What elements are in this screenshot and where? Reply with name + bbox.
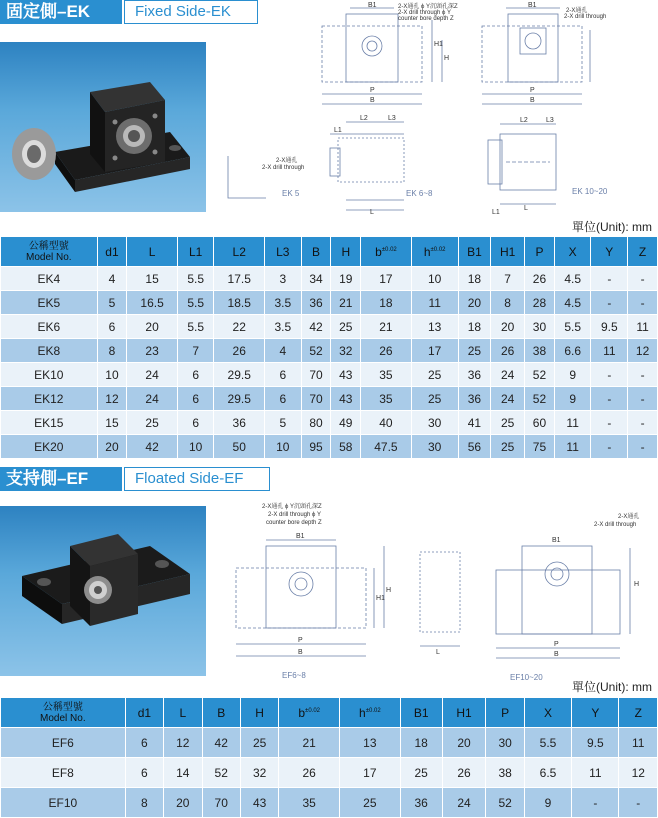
ek-hole-label-cn: 2-X通孔 ϕ Y沉頭孔深Z [398, 4, 458, 10]
ef-col-header-12: Z [619, 698, 658, 728]
value-cell: 42 [301, 315, 331, 339]
table-row [1, 291, 658, 315]
value-cell: 24 [491, 387, 525, 411]
value-cell: 16.5 [127, 291, 178, 315]
value-cell: 70 [202, 788, 240, 818]
value-cell: 23 [127, 339, 178, 363]
value-cell: 18 [458, 315, 491, 339]
ek-col-header-9: $h^{\pm 0.02}$ [411, 237, 458, 267]
ek-header-row [1, 237, 658, 267]
value-cell: 28 [525, 291, 555, 315]
ek-hole2-label-cn-2: 2-X通孔 [276, 158, 298, 164]
ek-hole2-label-en-2: 2-X drill through [262, 165, 305, 171]
ek-col-header-5: L3 [264, 237, 301, 267]
value-cell: 60 [525, 411, 555, 435]
ek-technical-drawings [210, 0, 658, 232]
model-cell: EF8 [1, 758, 126, 788]
value-cell: 5 [97, 291, 127, 315]
value-cell: 26 [279, 758, 340, 788]
value-cell: 21 [279, 728, 340, 758]
value-cell: 29.5 [214, 387, 265, 411]
table-row [1, 411, 658, 435]
model-cell: EK10 [1, 363, 98, 387]
value-cell: 7 [491, 267, 525, 291]
value-cell: 25 [240, 728, 278, 758]
ef-dim-p: P [298, 637, 303, 644]
value-cell: 24 [442, 788, 486, 818]
value-cell: 30 [525, 315, 555, 339]
value-cell: 35 [361, 387, 412, 411]
value-cell: 6 [97, 315, 127, 339]
ek-hole-label-en1: 2-X drill through ϕ Y [398, 10, 452, 16]
value-cell: - [572, 788, 619, 818]
ek-title-cn: 固定側–EK [0, 0, 122, 24]
value-cell: 6.5 [524, 758, 571, 788]
value-cell: - [628, 435, 658, 459]
model-cell: EF6 [1, 728, 126, 758]
value-cell: 18 [361, 291, 412, 315]
ef-hole-label-cn: 2-X通孔 ϕ Y沉頭孔深Z [262, 504, 322, 510]
value-cell: 10 [97, 363, 127, 387]
ef-col-header-8: H1 [442, 698, 486, 728]
value-cell: 8 [125, 788, 163, 818]
table-row [1, 315, 658, 339]
value-cell: 52 [525, 363, 555, 387]
ef-product-photo [0, 506, 206, 676]
table-row [1, 363, 658, 387]
ef-title-cn: 支持側–EF [0, 467, 122, 491]
value-cell: 56 [458, 435, 491, 459]
value-cell: 38 [486, 758, 524, 788]
value-cell: 20 [442, 728, 486, 758]
ef-title-en: Floated Side-EF [124, 467, 270, 491]
value-cell: 29.5 [214, 363, 265, 387]
ef-col-header-7: B1 [400, 698, 442, 728]
value-cell: 25 [331, 315, 361, 339]
value-cell: 52 [301, 339, 331, 363]
value-cell: 17.5 [214, 267, 265, 291]
value-cell: - [591, 267, 628, 291]
ef-spec-table [0, 697, 658, 818]
value-cell: 25 [491, 435, 525, 459]
value-cell: 20 [164, 788, 202, 818]
value-cell: 49 [331, 411, 361, 435]
value-cell: 42 [202, 728, 240, 758]
value-cell: 14 [164, 758, 202, 788]
value-cell: - [628, 411, 658, 435]
value-cell: 15 [127, 267, 178, 291]
ek-col-header-14: Y [591, 237, 628, 267]
ef-header-row [1, 698, 658, 728]
ef-dim-b-2: B [554, 651, 559, 658]
value-cell: 19 [331, 267, 361, 291]
value-cell: 3 [264, 267, 301, 291]
ek-col-header-1: d1 [97, 237, 127, 267]
value-cell: 20 [127, 315, 178, 339]
value-cell: 18 [458, 267, 491, 291]
ek-product-photo [0, 42, 206, 212]
ek1020-caption: EK 10~20 [572, 187, 608, 196]
ek-dim-l3: L3 [388, 115, 396, 122]
ek-dim-b1: B1 [368, 2, 377, 9]
value-cell: 11 [554, 435, 591, 459]
ek-dim-h: H [444, 55, 450, 62]
value-cell: 4.5 [554, 291, 591, 315]
value-cell: 11 [591, 339, 628, 363]
value-cell: 36 [458, 387, 491, 411]
value-cell: - [591, 387, 628, 411]
ef-col-header-1: d1 [125, 698, 163, 728]
value-cell: 30 [411, 411, 458, 435]
value-cell: 10 [264, 435, 301, 459]
value-cell: 6 [177, 387, 214, 411]
ek68-caption: EK 6~8 [406, 189, 433, 198]
ek-dim-h1: H1 [434, 41, 443, 48]
ef-dim-b: B [298, 649, 303, 656]
ek-dim-l: L [370, 209, 374, 216]
value-cell: 4 [97, 267, 127, 291]
ek-dim-l3-2: L3 [546, 117, 554, 124]
ek-dim-l1: L1 [334, 127, 342, 134]
value-cell: 52 [486, 788, 524, 818]
value-cell: 21 [361, 315, 412, 339]
ek-col-header-10: B1 [458, 237, 491, 267]
value-cell: 6 [125, 758, 163, 788]
ek-dim-p: P [370, 87, 375, 94]
value-cell: 7 [177, 339, 214, 363]
ek-col-header-2: L [127, 237, 178, 267]
ef-hole-label-en2: counter bore depth Z [266, 520, 322, 526]
value-cell: 36 [400, 788, 442, 818]
ef-section-header [0, 467, 658, 491]
value-cell: 26 [442, 758, 486, 788]
value-cell: 13 [340, 728, 401, 758]
value-cell: 5 [264, 411, 301, 435]
value-cell: 5.5 [177, 315, 214, 339]
value-cell: 3.5 [264, 315, 301, 339]
value-cell: 6 [264, 387, 301, 411]
value-cell: 9 [524, 788, 571, 818]
ef-unit-label: 單位(Unit): mm [572, 680, 652, 694]
value-cell: 20 [97, 435, 127, 459]
value-cell: 15 [97, 411, 127, 435]
model-cell: EK12 [1, 387, 98, 411]
ef68-caption: EF6~8 [282, 671, 306, 680]
value-cell: 75 [525, 435, 555, 459]
value-cell: 36 [301, 291, 331, 315]
value-cell: 12 [628, 339, 658, 363]
ek-spec-table [0, 236, 658, 459]
ek-hole2-label-cn: 2-X通孔 [566, 8, 588, 14]
ek-dim-b1-2: B1 [528, 2, 537, 9]
value-cell: 24 [491, 363, 525, 387]
ek-unit-label: 單位(Unit): mm [572, 220, 652, 234]
table-row [1, 267, 658, 291]
value-cell: 35 [361, 363, 412, 387]
value-cell: 26 [214, 339, 265, 363]
table-row [1, 728, 658, 758]
value-cell: 26 [361, 339, 412, 363]
value-cell: 20 [458, 291, 491, 315]
model-cell: EF10 [1, 788, 126, 818]
ef-dim-h1: H1 [376, 595, 385, 602]
value-cell: 80 [301, 411, 331, 435]
value-cell: - [628, 387, 658, 411]
ef-col-header-4: H [240, 698, 278, 728]
value-cell: 25 [411, 363, 458, 387]
ek-dim-l1-2: L1 [492, 209, 500, 216]
value-cell: 9.5 [591, 315, 628, 339]
ef-hole2-label-cn: 2-X通孔 [618, 514, 640, 520]
model-cell: EK6 [1, 315, 98, 339]
ek-col-header-8: $b^{\pm 0.02}$ [361, 237, 412, 267]
value-cell: 50 [214, 435, 265, 459]
ek-dim-l2-2: L2 [520, 117, 528, 124]
value-cell: - [591, 363, 628, 387]
value-cell: 11 [411, 291, 458, 315]
value-cell: 22 [214, 315, 265, 339]
ef-dim-b1-2: B1 [552, 537, 561, 544]
ef1020-caption: EF10~20 [510, 673, 543, 682]
value-cell: 4 [264, 339, 301, 363]
value-cell: 52 [525, 387, 555, 411]
ef-hole-label-en1: 2-X drill through ϕ Y [268, 512, 322, 518]
value-cell: 6 [125, 728, 163, 758]
value-cell: - [628, 267, 658, 291]
value-cell: 24 [127, 387, 178, 411]
ef-dim-b1: B1 [296, 533, 305, 540]
ek-title-en: Fixed Side-EK [124, 0, 258, 24]
model-cell: EK20 [1, 435, 98, 459]
value-cell: 25 [458, 339, 491, 363]
value-cell: 20 [491, 315, 525, 339]
model-cell: EK5 [1, 291, 98, 315]
value-cell: 58 [331, 435, 361, 459]
value-cell: 6.6 [554, 339, 591, 363]
value-cell: 26 [491, 339, 525, 363]
ek-col-header-7: H [331, 237, 361, 267]
value-cell: 38 [525, 339, 555, 363]
ek-col-header-13: X [554, 237, 591, 267]
ef-col-header-3: B [202, 698, 240, 728]
ek-col-header-4: L2 [214, 237, 265, 267]
ek-col-header-11: H1 [491, 237, 525, 267]
ef-col-header-6: $h^{\pm 0.02}$ [340, 698, 401, 728]
value-cell: 52 [202, 758, 240, 788]
value-cell: 6 [177, 411, 214, 435]
value-cell: 17 [411, 339, 458, 363]
value-cell: 5.5 [177, 291, 214, 315]
value-cell: 3.5 [264, 291, 301, 315]
ek-col-header-6: B [301, 237, 331, 267]
ek-col-header-0: 公稱型號 Model No. [1, 237, 98, 267]
value-cell: 12 [619, 758, 658, 788]
value-cell: - [619, 788, 658, 818]
ef-col-header-0: 公稱型號 Model No. [1, 698, 126, 728]
table-row [1, 758, 658, 788]
value-cell: 8 [97, 339, 127, 363]
value-cell: 70 [301, 387, 331, 411]
value-cell: 9 [554, 363, 591, 387]
value-cell: 25 [127, 411, 178, 435]
value-cell: 5.5 [177, 267, 214, 291]
ek-col-header-12: P [525, 237, 555, 267]
value-cell: 9 [554, 387, 591, 411]
ef-col-header-2: L [164, 698, 202, 728]
value-cell: 8 [491, 291, 525, 315]
table-row [1, 435, 658, 459]
value-cell: 30 [411, 435, 458, 459]
value-cell: 32 [240, 758, 278, 788]
ef-dim-l: L [436, 649, 440, 656]
ef-dim-h: H [386, 587, 392, 594]
value-cell: 10 [177, 435, 214, 459]
value-cell: 18.5 [214, 291, 265, 315]
ek-hole2-label-en: 2-X drill through [564, 14, 607, 20]
ek-hole-label-en2: counter bore depth Z [398, 16, 454, 22]
ef-technical-drawings [210, 496, 658, 696]
value-cell: 43 [240, 788, 278, 818]
value-cell: 41 [458, 411, 491, 435]
value-cell: 11 [572, 758, 619, 788]
value-cell: 36 [458, 363, 491, 387]
ef-dim-p-2: P [554, 641, 559, 648]
ek-col-header-3: L1 [177, 237, 214, 267]
value-cell: 25 [400, 758, 442, 788]
value-cell: 42 [127, 435, 178, 459]
table-row [1, 387, 658, 411]
value-cell: 47.5 [361, 435, 412, 459]
ek-dim-p-2: P [530, 87, 535, 94]
ek-dim-b-2: B [530, 97, 535, 104]
value-cell: 9.5 [572, 728, 619, 758]
value-cell: 6 [264, 363, 301, 387]
ef-col-header-10: X [524, 698, 571, 728]
value-cell: 13 [411, 315, 458, 339]
value-cell: 11 [554, 411, 591, 435]
model-cell: EK8 [1, 339, 98, 363]
value-cell: 30 [486, 728, 524, 758]
ef-col-header-11: Y [572, 698, 619, 728]
value-cell: 34 [301, 267, 331, 291]
ek-dim-l-2: L [524, 205, 528, 212]
ef-col-header-9: P [486, 698, 524, 728]
value-cell: 10 [411, 267, 458, 291]
value-cell: 43 [331, 387, 361, 411]
value-cell: 6 [177, 363, 214, 387]
value-cell: 24 [127, 363, 178, 387]
value-cell: 12 [164, 728, 202, 758]
value-cell: 25 [411, 387, 458, 411]
ek-dim-b: B [370, 97, 375, 104]
value-cell: 11 [619, 728, 658, 758]
model-cell: EK15 [1, 411, 98, 435]
value-cell: 21 [331, 291, 361, 315]
value-cell: 26 [525, 267, 555, 291]
value-cell: 18 [400, 728, 442, 758]
value-cell: - [591, 435, 628, 459]
value-cell: 95 [301, 435, 331, 459]
ek5-caption: EK 5 [282, 189, 300, 198]
value-cell: - [591, 411, 628, 435]
value-cell: 17 [340, 758, 401, 788]
value-cell: 43 [331, 363, 361, 387]
value-cell: 70 [301, 363, 331, 387]
value-cell: 25 [491, 411, 525, 435]
ek-col-header-15: Z [628, 237, 658, 267]
ef-hole2-label-en: 2-X drill through [594, 522, 637, 528]
value-cell: 36 [214, 411, 265, 435]
value-cell: - [628, 291, 658, 315]
value-cell: 32 [331, 339, 361, 363]
value-cell: 40 [361, 411, 412, 435]
value-cell: 12 [97, 387, 127, 411]
ef-col-header-5: $b^{\pm 0.02}$ [279, 698, 340, 728]
ef-dim-h-2: H [634, 581, 640, 588]
ek-dim-l2: L2 [360, 115, 368, 122]
value-cell: 11 [628, 315, 658, 339]
value-cell: 25 [340, 788, 401, 818]
value-cell: 35 [279, 788, 340, 818]
value-cell: - [628, 363, 658, 387]
table-row [1, 788, 658, 818]
value-cell: - [591, 291, 628, 315]
value-cell: 4.5 [554, 267, 591, 291]
value-cell: 17 [361, 267, 412, 291]
model-cell: EK4 [1, 267, 98, 291]
value-cell: 5.5 [524, 728, 571, 758]
table-row [1, 339, 658, 363]
value-cell: 5.5 [554, 315, 591, 339]
